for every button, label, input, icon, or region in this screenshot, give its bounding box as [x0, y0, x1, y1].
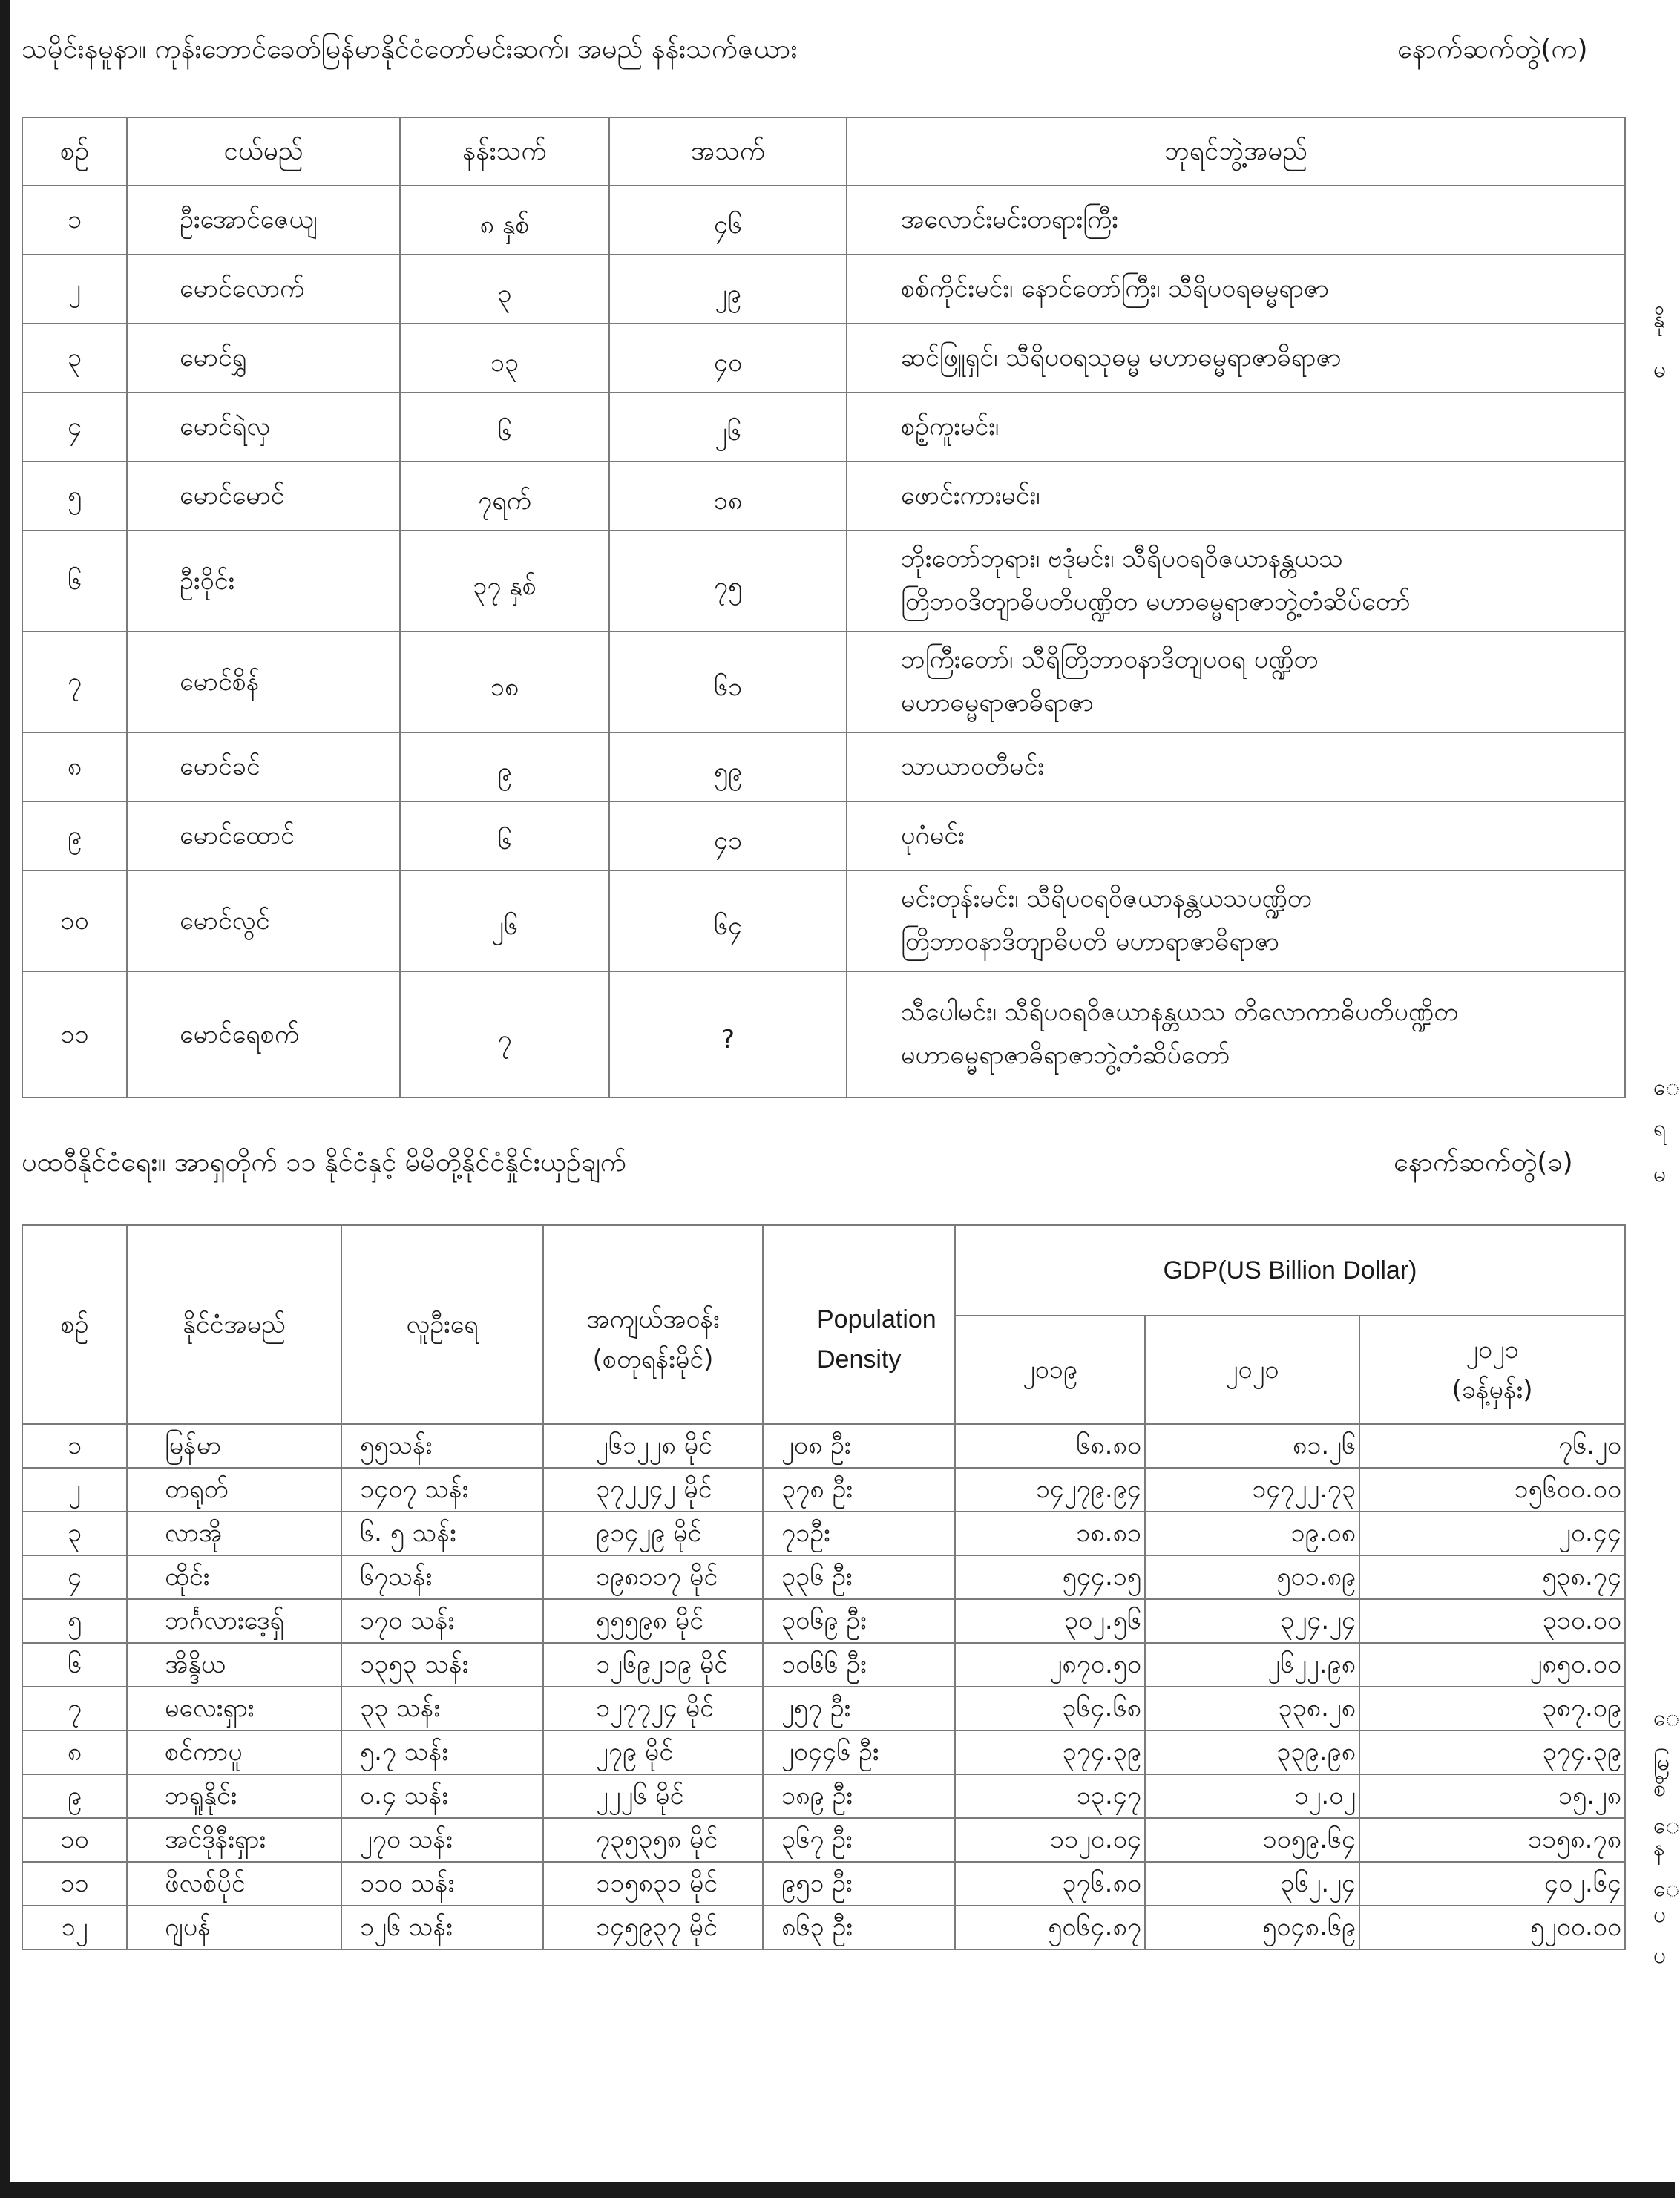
col-gdp-2019-label: ၂၀၁၉: [1022, 1354, 1078, 1385]
row-age: ၂၉: [609, 255, 847, 324]
country-header-row-1: [22, 1225, 1625, 1316]
row-reign: ၇: [400, 971, 609, 1098]
row-area: ၁၂၆၉၂၁၉ မိုင်: [543, 1643, 763, 1687]
royal-title-line: မင်းတုန်းမင်း၊ သီရိပဝရဝိဇယာနန္တယသပဏ္ဍိတ: [901, 884, 1312, 914]
edge-glyph: ပ: [1653, 1943, 1667, 1969]
row-age: ၂၆: [609, 393, 847, 462]
row-gdp-2019: ၃၀၂.၅၆: [955, 1599, 1145, 1643]
col-no: စဉ်: [22, 117, 127, 186]
royal-title-line: စစ်ကိုင်းမင်း၊ နောင်တော်ကြီး၊ သီရိပဝရဓမ္မရာဇာ: [901, 273, 1330, 304]
row-gdp-2021: ၅၃၈.၇၄: [1359, 1555, 1625, 1599]
col-gdp-2020-label: ၂၀၂၀: [1225, 1354, 1279, 1385]
country-row: [22, 1424, 1625, 1468]
row-reign: ၃၇ နှစ်: [400, 531, 609, 631]
dynasty-row: [22, 971, 1625, 1098]
dynasty-row: [22, 393, 1625, 462]
row-area: ၇၃၅၃၅၈ မိုင်: [543, 1818, 763, 1862]
row-gdp-2020: ၅၀၄၈.၆၉: [1145, 1906, 1359, 1949]
row-childhood-name: မောင်စိန်: [127, 631, 400, 732]
royal-title-line: တြိဘဝဒိတျာဓိပတိပဏ္ဍိတ မဟာဓမ္မရာဇာဘွဲ့တံဆိပ်တော်: [901, 587, 1411, 617]
section2-tag: နောက်ဆက်တွဲ(ခ): [1394, 1147, 1573, 1178]
row-age: ၅၉: [609, 732, 847, 801]
row-gdp-2019: ၅၄၄.၁၅: [955, 1555, 1145, 1599]
edge-glyph: မြ: [1653, 1750, 1670, 1776]
row-no: ၁: [22, 1424, 127, 1468]
row-childhood-name: ဦးအောင်ဇေယျ: [127, 186, 400, 255]
row-gdp-2019: ၃၆၄.၆၈: [955, 1687, 1145, 1730]
row-no: ၇: [22, 631, 127, 732]
row-country: ဂျပန်: [127, 1906, 341, 1949]
row-gdp-2020: ၁၀၅၉.၆၄: [1145, 1818, 1359, 1862]
row-royal-title: [847, 631, 1625, 732]
row-area: ၉၁၄၂၉ မိုင်: [543, 1512, 763, 1555]
col-reign: နန်းသက်: [400, 117, 609, 186]
royal-title-line: သီပေါမင်း၊ သီရိပဝရဝိဇယာနန္တယသ တိလောကာဓိပတိပဏ္ဍိတ: [901, 997, 1459, 1028]
row-density: ၁၈၉ ဦး: [763, 1774, 955, 1818]
row-reign: ၁၃: [400, 324, 609, 393]
col-density-line2: Density: [817, 1345, 902, 1374]
row-childhood-name: ဦးဝိုင်း: [127, 531, 400, 631]
row-gdp-2020: ၅၀၁.၈၉: [1145, 1555, 1359, 1599]
royal-title-line: အလောင်းမင်းတရားကြီး: [901, 204, 1118, 234]
row-gdp-2021: ၃၁၀.၀၀: [1359, 1599, 1625, 1643]
row-reign: ၆: [400, 393, 609, 462]
section2-title: ပထဝီနိုင်ငံရေး။ အာရှတိုက် ၁၁ နိုင်ငံနှင့် မိမိတို့နိုင်ငံနှိုင်းယှဉ်ချက်: [22, 1147, 627, 1178]
row-density: ၂၅၇ ဦး: [763, 1687, 955, 1730]
col-density-line1: Population: [817, 1305, 936, 1333]
dynasty-row: [22, 531, 1625, 631]
section1-title: သမိုင်းနမူနာ။ ကုန်းဘောင်ခေတ်မြန်မာနိုင်ငံတော်မင်းဆက်၊ အမည် နန်းသက်ဇယား: [22, 34, 798, 65]
row-childhood-name: မောင်မောင်: [127, 462, 400, 531]
row-gdp-2021: ၁၁၅၈.၇၈: [1359, 1818, 1625, 1862]
row-no: ၁၁: [22, 971, 127, 1098]
row-population: ၆. ၅ သန်း: [341, 1512, 543, 1555]
row-density: ၃၇၈ ဦး: [763, 1468, 955, 1512]
row-country: ဖိလစ်ပိုင်: [127, 1862, 341, 1906]
country-row: [22, 1599, 1625, 1643]
row-area: ၁၄၅၉၃၇ မိုင်: [543, 1906, 763, 1949]
royal-title-line: မဟာဓမ္မရာဇာဓိရာဇာဘွဲ့တံဆိပ်တော်: [901, 1040, 1230, 1070]
row-population: ၁၂၆ သန်း: [341, 1906, 543, 1949]
row-royal-title: [847, 870, 1625, 971]
row-gdp-2020: ၃၂၄.၂၄: [1145, 1599, 1359, 1643]
row-reign: ၆: [400, 801, 609, 870]
section1-tag: နောက်ဆက်တွဲ(က): [1397, 34, 1588, 65]
col-density: [763, 1225, 955, 1424]
edge-glyph: မ: [1653, 357, 1667, 383]
col-royal-title: ဘုရင်ဘွဲ့အမည်: [847, 117, 1625, 186]
col-area: [543, 1225, 763, 1424]
royal-title-line: ဘကြီးတော်၊ သီရိတြိဘာဝနာဒိတျပဝရ ပဏ္ဍိတ: [901, 645, 1319, 675]
row-density: ၁၀၆၆ ဦး: [763, 1643, 955, 1687]
row-gdp-2020: ၁၄၇၂၂.၇၃: [1145, 1468, 1359, 1512]
row-reign: ၉: [400, 732, 609, 801]
row-childhood-name: မောင်ခင်: [127, 732, 400, 801]
col-gdp-2019: [955, 1316, 1145, 1424]
royal-title-line: မဟာဓမ္မရာဇာဓိရာဇာ: [901, 688, 1094, 718]
row-population: ၆၇သန်း: [341, 1555, 543, 1599]
country-row: [22, 1687, 1625, 1730]
row-country: မြန်မာ: [127, 1424, 341, 1468]
edge-glyph: ေ: [1653, 1876, 1680, 1902]
country-row: [22, 1468, 1625, 1512]
row-gdp-2021: ၂၀.၄၄: [1359, 1512, 1625, 1555]
edge-glyph: နို: [1653, 306, 1665, 332]
royal-title-line: ဖောင်းကားမင်း၊: [901, 480, 1040, 511]
row-gdp-2020: ၃၃၉.၉၈: [1145, 1730, 1359, 1774]
edge-glyph: ေ: [1653, 1813, 1680, 1839]
row-population: ၂၇၀ သန်း: [341, 1818, 543, 1862]
row-country: ဘင်္ဂလားဒေ့ရှ်: [127, 1599, 341, 1643]
row-no: ၆: [22, 531, 127, 631]
dynasty-row: [22, 186, 1625, 255]
row-country: အင်ဒိုနီးရှား: [127, 1818, 341, 1862]
royal-title-line: ဘိုးတော်ဘုရား၊ ဗဒုံမင်း၊ သီရိပဝရဝိဇယာနန္တယသ: [901, 544, 1343, 574]
row-country: ထိုင်း: [127, 1555, 341, 1599]
country-comparison-table: [22, 1224, 1626, 1950]
row-density: ၇၁ဦး: [763, 1512, 955, 1555]
row-no: ၅: [22, 1599, 127, 1643]
row-gdp-2020: ၂၆၂၂.၉၈: [1145, 1643, 1359, 1687]
row-royal-title: [847, 186, 1625, 255]
row-royal-title: [847, 462, 1625, 531]
row-population: ၁၄၀၇ သန်း: [341, 1468, 543, 1512]
row-royal-title: [847, 531, 1625, 631]
row-reign: ၁၈: [400, 631, 609, 732]
row-gdp-2019: ၁၃.၄၇: [955, 1774, 1145, 1818]
row-gdp-2020: ၃၃၈.၂၈: [1145, 1687, 1359, 1730]
col-gdp-group: GDP(US Billion Dollar): [955, 1225, 1625, 1316]
country-row: [22, 1730, 1625, 1774]
row-no: ၄: [22, 393, 127, 462]
row-no: ၁: [22, 186, 127, 255]
row-gdp-2019: ၁၁၂၀.၀၄: [955, 1818, 1145, 1862]
row-age: ၁၈: [609, 462, 847, 531]
row-area: ၁၁၅၈၃၁ မိုင်: [543, 1862, 763, 1906]
row-no: ၂: [22, 1468, 127, 1512]
row-gdp-2021: ၂၈၅၀.၀၀: [1359, 1643, 1625, 1687]
page-left-border: [0, 0, 10, 2198]
row-population: ၃၃ သန်း: [341, 1687, 543, 1730]
row-childhood-name: မောင်ရေစက်: [127, 971, 400, 1098]
col-age: အသက်: [609, 117, 847, 186]
edge-glyph: ပ: [1653, 1902, 1667, 1928]
edge-glyph: ေ: [1653, 1075, 1680, 1100]
row-density: ၂၀၈ ဦး: [763, 1424, 955, 1468]
row-royal-title: [847, 732, 1625, 801]
col-gdp-2020: [1145, 1316, 1359, 1424]
country-row: [22, 1643, 1625, 1687]
row-no: ၈: [22, 1730, 127, 1774]
row-age: ၆၄: [609, 870, 847, 971]
row-area: ၂၂၂၆ မိုင်: [543, 1774, 763, 1818]
edge-glyph: ရ: [1653, 1115, 1667, 1141]
dynasty-table: [22, 117, 1626, 1098]
row-gdp-2019: ၃၇၆.၈၀: [955, 1862, 1145, 1906]
row-no: ၆: [22, 1643, 127, 1687]
dynasty-header-row: [22, 117, 1625, 186]
dynasty-row: [22, 801, 1625, 870]
row-density: ၃၃၆ ဦး: [763, 1555, 955, 1599]
row-gdp-2019: ၃၇၄.၃၉: [955, 1730, 1145, 1774]
page-bottom-border: [0, 2182, 1675, 2198]
dynasty-row: [22, 732, 1625, 801]
row-area: ၁၉၈၁၁၇ မိုင်: [543, 1555, 763, 1599]
row-royal-title: [847, 324, 1625, 393]
row-gdp-2020: ၃၆၂.၂၄: [1145, 1862, 1359, 1906]
row-gdp-2019: ၅၀၆၄.၈၇: [955, 1906, 1145, 1949]
dynasty-row: [22, 462, 1625, 531]
row-childhood-name: မောင်ရဲလှ: [127, 393, 400, 462]
row-no: ၇: [22, 1687, 127, 1730]
country-row: [22, 1774, 1625, 1818]
row-no: ၁၁: [22, 1862, 127, 1906]
country-row: [22, 1555, 1625, 1599]
country-row: [22, 1512, 1625, 1555]
royal-title-line: ဆင်ဖြူရှင်၊ သီရိပဝရသုဓမ္မ မဟာဓမ္မရာဇာဓိရာဇာ: [901, 342, 1342, 373]
row-royal-title: [847, 801, 1625, 870]
row-population: ၅.၇ သန်း: [341, 1730, 543, 1774]
row-age: ၇၅: [609, 531, 847, 631]
row-no: ၃: [22, 1512, 127, 1555]
row-country: မလေးရှား: [127, 1687, 341, 1730]
row-population: ၁၇၀ သန်း: [341, 1599, 543, 1643]
row-density: ၈၆၃ ဦး: [763, 1906, 955, 1949]
row-age: ၄၀: [609, 324, 847, 393]
row-no: ၂: [22, 255, 127, 324]
row-area: ၅၅၅၉၈ မိုင်: [543, 1599, 763, 1643]
edge-glyph: ေ: [1653, 1705, 1680, 1731]
row-age: ၆၁: [609, 631, 847, 732]
col-childhood-name: ငယ်မည်: [127, 117, 400, 186]
edge-glyph: မ: [1653, 1161, 1667, 1187]
row-gdp-2021: ၁၅.၂၈: [1359, 1774, 1625, 1818]
row-gdp-2021: ၅၂၀၀.၀၀: [1359, 1906, 1625, 1949]
row-gdp-2019: ၂၈၇၀.၅၀: [955, 1643, 1145, 1687]
row-no: ၉: [22, 1774, 127, 1818]
row-no: ၉: [22, 801, 127, 870]
row-density: ၉၅၁ ဦး: [763, 1862, 955, 1906]
row-royal-title: [847, 255, 1625, 324]
row-gdp-2020: ၁၂.၀၂: [1145, 1774, 1359, 1818]
row-density: ၃၀၆၉ ဦး: [763, 1599, 955, 1643]
col-gdp-2021: [1359, 1316, 1625, 1424]
row-gdp-2021: ၃၇၄.၃၉: [1359, 1730, 1625, 1774]
col-no: စဉ်: [22, 1225, 127, 1424]
row-no: ၃: [22, 324, 127, 393]
row-gdp-2019: ၁၈.၈၁: [955, 1512, 1145, 1555]
edge-glyph: န: [1653, 1835, 1665, 1861]
row-area: ၂၆၁၂၂၈ မိုင်: [543, 1424, 763, 1468]
country-row: [22, 1818, 1625, 1862]
row-gdp-2020: ၁၉.၀၈: [1145, 1512, 1359, 1555]
royal-title-line: တြိဘာဝနာဒိတျာဓိပတိ မဟာရာဇာဓိရာဇာ: [901, 927, 1280, 957]
row-reign: ၈ နှစ်: [400, 186, 609, 255]
row-gdp-2020: ၈၁.၂၆: [1145, 1424, 1359, 1468]
row-gdp-2021: ၄၀၂.၆၄: [1359, 1862, 1625, 1906]
row-childhood-name: မောင်ထောင်: [127, 801, 400, 870]
row-reign: ၇ရက်: [400, 462, 609, 531]
col-country: နိုင်ငံအမည်: [127, 1225, 341, 1424]
row-area: ၃၇၂၂၄၂ မိုင်: [543, 1468, 763, 1512]
row-gdp-2019: ၆၈.၈၀: [955, 1424, 1145, 1468]
row-no: ၁၀: [22, 1818, 127, 1862]
row-childhood-name: မောင်ရွှ: [127, 324, 400, 393]
col-area-line2: (စတုရန်းမိုင်): [592, 1345, 714, 1374]
row-country: တရုတ်: [127, 1468, 341, 1512]
row-population: ၀.၄ သန်း: [341, 1774, 543, 1818]
row-density: ၂၀၄၄၆ ဦး: [763, 1730, 955, 1774]
country-row: [22, 1906, 1625, 1949]
edge-glyph: စိ: [1653, 1776, 1666, 1802]
row-population: ၅၅သန်း: [341, 1424, 543, 1468]
row-population: ၁၁၀ သန်း: [341, 1862, 543, 1906]
row-country: စင်ကာပူ: [127, 1730, 341, 1774]
dynasty-row: [22, 324, 1625, 393]
dynasty-row: [22, 631, 1625, 732]
row-area: ၂၇၉ မိုင်: [543, 1730, 763, 1774]
row-country: ဘရူနိုင်း: [127, 1774, 341, 1818]
row-no: ၁၂: [22, 1906, 127, 1949]
row-country: လာအို: [127, 1512, 341, 1555]
dynasty-row: [22, 870, 1625, 971]
row-age: ၄၆: [609, 186, 847, 255]
row-gdp-2021: ၇၆.၂၀: [1359, 1424, 1625, 1468]
row-royal-title: [847, 393, 1625, 462]
col-area-line1: အကျယ်အဝန်း: [586, 1304, 720, 1334]
royal-title-line: ပုဂံမင်း: [901, 820, 965, 850]
row-no: ၅: [22, 462, 127, 531]
row-no: ၁၀: [22, 870, 127, 971]
row-no: ၄: [22, 1555, 127, 1599]
row-age: ၄၁: [609, 801, 847, 870]
royal-title-line: စဉ့်ကူးမင်း၊: [901, 411, 1000, 442]
col-gdp-2021-note: (ခန့်မှန်း): [1451, 1375, 1533, 1405]
row-gdp-2021: ၃၈၇.၀၉: [1359, 1687, 1625, 1730]
row-reign: ၃: [400, 255, 609, 324]
row-area: ၁၂၇၇၂၄ မိုင်: [543, 1687, 763, 1730]
row-age: ?: [609, 971, 847, 1098]
row-gdp-2019: ၁၄၂၇၉.၉၄: [955, 1468, 1145, 1512]
row-population: ၁၃၅၃ သန်း: [341, 1643, 543, 1687]
royal-title-line: သာယာဝတီမင်း: [901, 751, 1044, 781]
row-gdp-2021: ၁၅၆၀၀.၀၀: [1359, 1468, 1625, 1512]
row-country: အိန္ဒိယ: [127, 1643, 341, 1687]
row-no: ၈: [22, 732, 127, 801]
col-gdp-2021-label: ၂၀၂၁: [1466, 1334, 1519, 1365]
row-childhood-name: မောင်လောက်: [127, 255, 400, 324]
dynasty-row: [22, 255, 1625, 324]
row-royal-title: [847, 971, 1625, 1098]
col-population: လူဦးရေ: [341, 1225, 543, 1424]
row-reign: ၂၆: [400, 870, 609, 971]
row-childhood-name: မောင်လွင်: [127, 870, 400, 971]
row-density: ၃၆၇ ဦး: [763, 1818, 955, 1862]
country-row: [22, 1862, 1625, 1906]
